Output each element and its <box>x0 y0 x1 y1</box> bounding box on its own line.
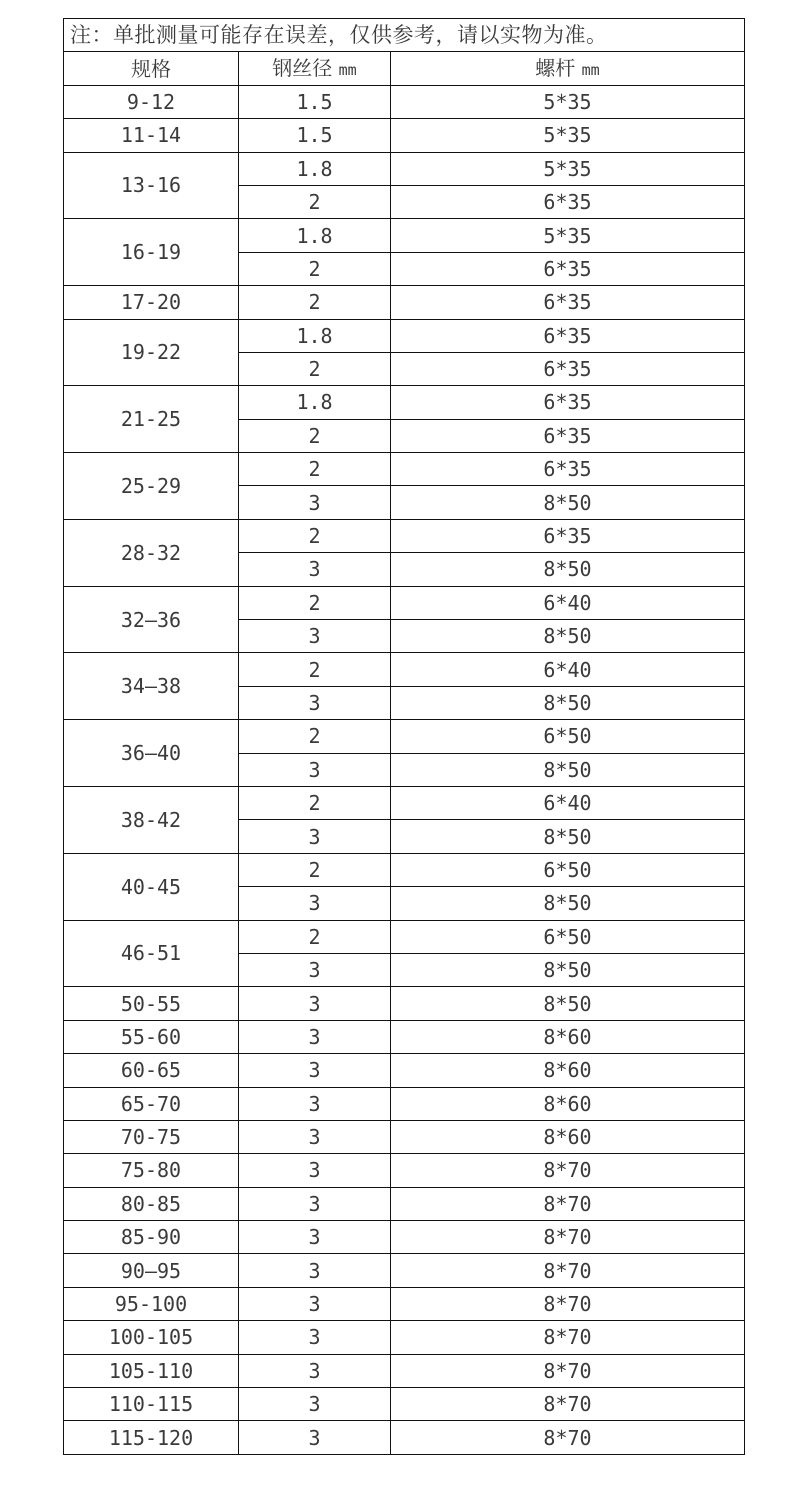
spec-table <box>63 18 745 1455</box>
spec-cell: 90—95 <box>64 1254 239 1287</box>
spec-cell: 38-42 <box>64 786 239 853</box>
wire-diameter-cell: 3 <box>239 1154 391 1187</box>
wire-diameter-cell: 3 <box>239 1120 391 1153</box>
wire-diameter-cell: 2 <box>239 252 391 285</box>
spec-cell: 36—40 <box>64 720 239 787</box>
wire-diameter-cell: 2 <box>239 185 391 218</box>
screw-size-cell: 5*35 <box>391 119 745 152</box>
screw-size-cell: 8*70 <box>391 1187 745 1220</box>
wire-diameter-cell: 2 <box>239 286 391 319</box>
table-row <box>64 1020 745 1053</box>
wire-diameter-cell: 2 <box>239 653 391 686</box>
table-row <box>64 119 745 152</box>
wire-diameter-cell: 3 <box>239 1187 391 1220</box>
spec-cell: 32—36 <box>64 586 239 653</box>
table-row <box>64 1187 745 1220</box>
screw-size-cell: 5*35 <box>391 152 745 185</box>
screw-size-cell: 6*35 <box>391 419 745 452</box>
screw-size-cell: 6*50 <box>391 720 745 753</box>
table-row <box>64 1421 745 1454</box>
spec-cell: 105-110 <box>64 1354 239 1387</box>
table-row <box>64 1388 745 1421</box>
screw-size-cell: 8*60 <box>391 1120 745 1153</box>
wire-diameter-cell: 3 <box>239 1287 391 1320</box>
wire-diameter-cell: 2 <box>239 453 391 486</box>
spec-cell: 19-22 <box>64 319 239 386</box>
table-row <box>64 453 745 486</box>
table-row <box>64 1221 745 1254</box>
table-row <box>64 286 745 319</box>
spec-cell: 25-29 <box>64 453 239 520</box>
screw-size-cell: 5*35 <box>391 219 745 252</box>
header-spec-label: 规格 <box>131 56 171 81</box>
table-row <box>64 653 745 686</box>
spec-cell: 75-80 <box>64 1154 239 1187</box>
spec-cell: 34—38 <box>64 653 239 720</box>
screw-size-cell: 6*35 <box>391 352 745 385</box>
screw-size-cell: 8*50 <box>391 486 745 519</box>
header-spec <box>64 52 239 85</box>
wire-diameter-cell: 2 <box>239 853 391 886</box>
note-row <box>64 19 745 52</box>
disclaimer-note: 注：单批测量可能存在误差，仅供参考，请以实物为准。 <box>64 19 745 52</box>
table-row <box>64 386 745 419</box>
table-row <box>64 1321 745 1354</box>
spec-cell: 21-25 <box>64 386 239 453</box>
wire-diameter-cell: 3 <box>239 1388 391 1421</box>
header-wire-diameter <box>239 52 391 85</box>
wire-diameter-cell: 3 <box>239 953 391 986</box>
table-row <box>64 152 745 185</box>
screw-size-cell: 6*50 <box>391 920 745 953</box>
spec-cell: 65-70 <box>64 1087 239 1120</box>
spec-cell: 85-90 <box>64 1221 239 1254</box>
spec-cell: 46-51 <box>64 920 239 987</box>
spec-cell: 115-120 <box>64 1421 239 1454</box>
spec-cell: 50-55 <box>64 987 239 1020</box>
screw-size-cell: 8*50 <box>391 887 745 920</box>
screw-size-cell: 8*70 <box>391 1221 745 1254</box>
wire-diameter-cell: 3 <box>239 1254 391 1287</box>
screw-size-cell: 6*35 <box>391 519 745 552</box>
wire-diameter-cell: 3 <box>239 887 391 920</box>
screw-size-cell: 6*35 <box>391 386 745 419</box>
screw-size-cell: 8*70 <box>391 1388 745 1421</box>
screw-size-cell: 6*35 <box>391 453 745 486</box>
screw-size-cell: 6*35 <box>391 185 745 218</box>
table-row <box>64 1054 745 1087</box>
header-screw-label: 螺杆 <box>535 55 576 80</box>
wire-diameter-cell: 3 <box>239 820 391 853</box>
wire-diameter-cell: 1.8 <box>239 152 391 185</box>
table-row <box>64 319 745 352</box>
wire-diameter-cell: 3 <box>239 1321 391 1354</box>
screw-size-cell: 8*50 <box>391 987 745 1020</box>
screw-size-cell: 6*35 <box>391 319 745 352</box>
screw-size-cell: 5*35 <box>391 85 745 118</box>
screw-size-cell: 8*70 <box>391 1354 745 1387</box>
wire-diameter-cell: 3 <box>239 1087 391 1120</box>
screw-size-cell: 8*60 <box>391 1054 745 1087</box>
screw-size-cell: 8*60 <box>391 1087 745 1120</box>
header-screw-unit: mm <box>581 60 600 79</box>
wire-diameter-cell: 3 <box>239 1054 391 1087</box>
spec-cell: 16-19 <box>64 219 239 286</box>
screw-size-cell: 8*50 <box>391 553 745 586</box>
screw-size-cell: 6*35 <box>391 252 745 285</box>
spec-cell: 40-45 <box>64 853 239 920</box>
screw-size-cell: 8*70 <box>391 1321 745 1354</box>
spec-cell: 100-105 <box>64 1321 239 1354</box>
screw-size-cell: 8*50 <box>391 820 745 853</box>
screw-size-cell: 8*60 <box>391 1020 745 1053</box>
table-row <box>64 85 745 118</box>
table-row <box>64 720 745 753</box>
header-wire-unit: mm <box>338 60 357 79</box>
wire-diameter-cell: 3 <box>239 753 391 786</box>
wire-diameter-cell: 3 <box>239 620 391 653</box>
wire-diameter-cell: 1.8 <box>239 386 391 419</box>
spec-cell: 55-60 <box>64 1020 239 1053</box>
screw-size-cell: 6*40 <box>391 786 745 819</box>
screw-size-cell: 8*70 <box>391 1421 745 1454</box>
wire-diameter-cell: 3 <box>239 987 391 1020</box>
table-row <box>64 219 745 252</box>
screw-size-cell: 8*50 <box>391 686 745 719</box>
wire-diameter-cell: 1.5 <box>239 119 391 152</box>
table-row <box>64 920 745 953</box>
wire-diameter-cell: 2 <box>239 720 391 753</box>
wire-diameter-cell: 2 <box>239 586 391 619</box>
spec-table-body <box>64 19 745 1455</box>
wire-diameter-cell: 1.8 <box>239 319 391 352</box>
screw-size-cell: 8*70 <box>391 1154 745 1187</box>
wire-diameter-cell: 2 <box>239 920 391 953</box>
wire-diameter-cell: 2 <box>239 419 391 452</box>
spec-cell: 60-65 <box>64 1054 239 1087</box>
spec-cell: 11-14 <box>64 119 239 152</box>
spec-cell: 13-16 <box>64 152 239 219</box>
table-row <box>64 786 745 819</box>
header-row <box>64 52 745 85</box>
table-row <box>64 987 745 1020</box>
table-row <box>64 1354 745 1387</box>
table-row <box>64 1254 745 1287</box>
spec-cell: 9-12 <box>64 85 239 118</box>
spec-cell: 80-85 <box>64 1187 239 1220</box>
table-row <box>64 1087 745 1120</box>
screw-size-cell: 8*50 <box>391 753 745 786</box>
table-row <box>64 1120 745 1153</box>
header-screw <box>391 52 745 85</box>
wire-diameter-cell: 3 <box>239 1221 391 1254</box>
wire-diameter-cell: 1.5 <box>239 85 391 118</box>
screw-size-cell: 6*40 <box>391 653 745 686</box>
spec-cell: 110-115 <box>64 1388 239 1421</box>
screw-size-cell: 6*35 <box>391 286 745 319</box>
screw-size-cell: 8*50 <box>391 620 745 653</box>
wire-diameter-cell: 2 <box>239 352 391 385</box>
wire-diameter-cell: 3 <box>239 553 391 586</box>
wire-diameter-cell: 3 <box>239 1421 391 1454</box>
wire-diameter-cell: 3 <box>239 1354 391 1387</box>
wire-diameter-cell: 2 <box>239 519 391 552</box>
spec-cell: 17-20 <box>64 286 239 319</box>
wire-diameter-cell: 3 <box>239 686 391 719</box>
spec-cell: 28-32 <box>64 519 239 586</box>
header-wire-label: 钢丝径 <box>272 55 333 80</box>
table-row <box>64 586 745 619</box>
wire-diameter-cell: 3 <box>239 486 391 519</box>
spec-cell: 95-100 <box>64 1287 239 1320</box>
wire-diameter-cell: 2 <box>239 786 391 819</box>
wire-diameter-cell: 3 <box>239 1020 391 1053</box>
wire-diameter-cell: 1.8 <box>239 219 391 252</box>
screw-size-cell: 6*40 <box>391 586 745 619</box>
screw-size-cell: 8*70 <box>391 1287 745 1320</box>
table-row <box>64 1287 745 1320</box>
table-row <box>64 519 745 552</box>
table-row <box>64 1154 745 1187</box>
table-row <box>64 853 745 886</box>
screw-size-cell: 8*70 <box>391 1254 745 1287</box>
spec-cell: 70-75 <box>64 1120 239 1153</box>
screw-size-cell: 6*50 <box>391 853 745 886</box>
screw-size-cell: 8*50 <box>391 953 745 986</box>
